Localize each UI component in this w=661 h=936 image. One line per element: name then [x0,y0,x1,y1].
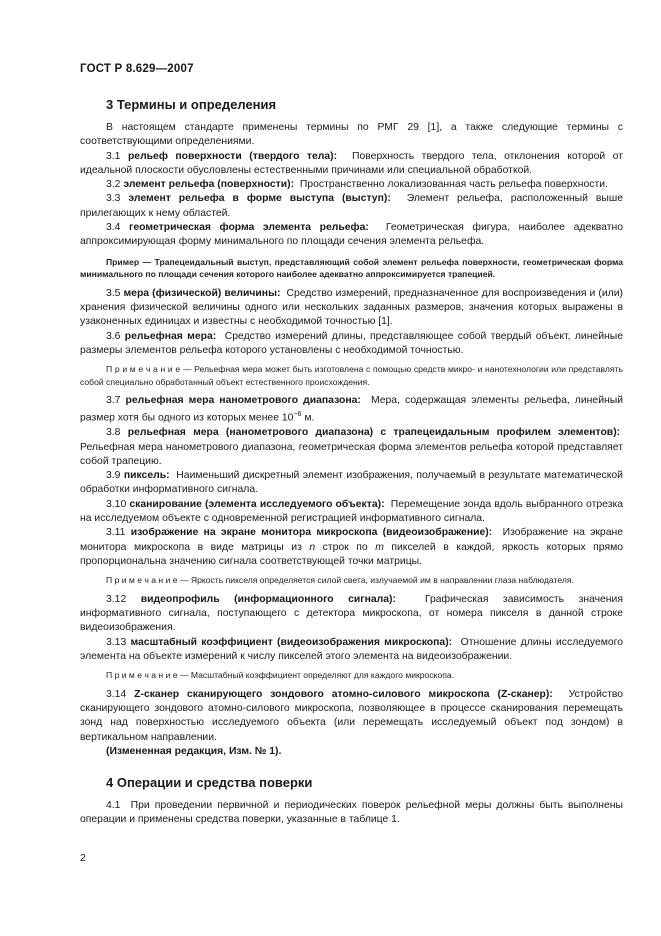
term-3-5-definition: Средство измерений, предназначенное для воспроизведения и (или) хранения физической величины одного или нескольких заданных размеров, значения которых выражены в узаконенных единицах и известны с необходимой точностью [1]. [80,287,623,328]
note-3-6-text: Рельефная мера может быть изготовлена с помощью средств микро- и нанотехнологии или представлять собой специально обработанный объект естественного происхождения. [80,364,623,387]
term-3-7-name: рельефная мера нанометрового диапазона: [125,395,361,407]
section-4-title: 4 Операции и средства поверки [106,775,313,791]
note-label: П р и м е ч а н и е — [106,364,192,375]
term-3-9-definition: Наименьший дискретный элемент изображения, получаемый в результате математической обработки информативного сигнала. [80,470,623,496]
term-3-3-name: элемент рельефа в форме выступа (выступ): [128,193,391,205]
term-3-4-definition: Геометрическая фигура, наиболее адекватно аппроксимирующая форму минимального по площади сечения элемента рельефа. [80,222,623,248]
term-3-13-name: масштабный коэффициент (видеоизображения микроскопа): [130,636,453,648]
term-3-12: 3.12 видеопрофиль (информационного сигнала): Графическая зависимость значения информативного сигнала, поступающего с детектора микроскопа, от номера пикселя в данной строке видеоизображения. [80,593,623,634]
note-3-11-text: Яркость пикселя определяется силой света, излучаемой им в направлении глаза наблюдателя. [190,575,574,586]
term-3-2-definition: Пространственно локализованная часть рельефа поверхности. [299,179,608,191]
example-3-4: Пример — Трапецеидальный выступ, представляющий собой элемент рельефа поверхности, геометрическая форма минимального по площади сечения которого наиболее адекватно аппроксимируется трапецией. [80,256,623,280]
term-3-1-definition: Поверхность твердого тела, отклонения которой от идеальной плоскости обусловлены естественными причинами или специальной обработкой. [80,150,623,176]
term-3-8-definition: Рельефная мера нанометрового диапазона, геометрическая форма элементов рельефа которой представляет собой трапецию. [80,441,623,467]
standard-header: ГОСТ Р 8.629—2007 [80,63,194,75]
term-3-10: 3.10 сканирование (элемента исследуемого объекта): Перемещение зонда вдоль выбранного отрезка на исследуемом объекте с одновременной регистрацией информативного сигнала. [80,498,624,524]
section-3-title: 3 Термины и определения [106,97,277,112]
note-3-13 [80,669,623,682]
term-3-6: 3.6 рельефная мера: Средство измерений длины, представляющее собой твердый объект, линейные размеры элементов рельефа которого установлены с необходимой точностью. [80,330,624,356]
term-3-9: 3.9 пиксель: Наименьший дискретный элемент изображения, получаемый в результате математической обработки информативного сигнала. [80,470,623,496]
term-3-11-name: изображение на экране монитора микроскопа (видеоизображение): [130,527,493,539]
term-3-9-name: пиксель: [123,470,170,482]
term-3-5: 3.5 мера (физической) величины: Средство измерений, предназначенное для воспроизведения и (или) хранения физической величины одного или нескольких заданных размеров, значения которых выражены в узаконенных единицах и известны с необходимой точностью [1]. [80,287,623,328]
term-3-5-name: мера (физической) величины: [123,287,281,299]
term-3-1-name: рельеф поверхности (твердого тела): [127,150,338,162]
term-3-10-name: сканирование (элемента исследуемого объекта): [129,498,385,510]
note-label: П р и м е ч а н и е — [106,670,189,681]
term-3-14: 3.14 Z-сканер сканирующего зондового атомно-силового микроскопа (Z-сканер): Устройство сканирующего зондового атомно-силового микроскопа, позволяющее в процессе сканирования перемещать зонд над поверхностью исследуемого объекта (или перемещать исследуемый объект под зондом) в вертикальном направлении. [80,688,624,743]
term-3-14-definition: Устройство сканирующего зондового атомно-силового микроскопа, позволяющее в процессе сканирования перемещать зонд над поверхностью исследуемого объекта (или перемещать исследуемый объект под зондом) в вертикальном направлении. [80,688,624,743]
term-3-4: 3.4 геометрическая форма элемента рельефа: Геометрическая фигура, наиболее адекватно аппроксимирующая форму минимального по площади сечения элемента рельефа. [80,222,623,248]
term-3-13: 3.13 масштабный коэффициент (видеоизображения микроскопа): Отношение длины исследуемого элемента на объекте измерений к числу пикселей этого элемента на видеоизображении. [80,636,623,662]
term-3-2-name: элемент рельефа (поверхности): [123,179,295,191]
term-3-11: 3.11 изображение на экране монитора микроскопа (видеоизображение): Изображение на экране монитора микроскопа в виде матрицы из n строк по m пикселей в каждой, яркость которых прямо пропорциональна значению сигнала соответствующей точки матрицы. [80,527,624,567]
term-3-12-name: видеопрофиль (информационного сигнала): [140,593,396,605]
term-3-3-definition: Элемент рельефа, расположенный выше прилегающих к нему областей. [80,193,624,219]
term-3-8-name: рельефная мера (нанометрового диапазона) с трапецеидальным профилем элементов): [127,427,621,439]
term-3-14-name: Z-сканер сканирующего зондового атомно-силового микроскопа (Z-сканер): [134,688,553,700]
note-label: П р и м е ч а н и е — [106,575,189,586]
section-3-intro: В настоящем стандарте применены термины по РМГ 29 [1], а также следующие термины с соответствующими определениями. [80,122,623,148]
term-3-7-definition: Мера, содержащая элементы рельефа, линейный размер хотя бы одного из которых менее 10 [80,395,624,424]
term-3-10-definition: Перемещение зонда вдоль выбранного отрезка на исследуемом объекте с одновременной регистрацией информативного сигнала. [80,498,624,524]
clause-4-1: 4.1 При проведении первичной и периодических поверок рельефной меры должны быть выполнены операции и применены средства поверки, указанные в таблице 1. [80,800,623,826]
term-3-12-definition: Графическая зависимость значения информативного сигнала, поступающего с детектора микроскопа, от номера пикселя в данной строке видеоизображения. [80,593,623,634]
clause-4-1-text: При проведении первичной и периодических поверок рельефной меры должны быть выполнены операции и применены средства поверки, указанные в таблице 1. [80,800,623,826]
term-3-1: 3.1 рельеф поверхности (твердого тела): Поверхность твердого тела, отклонения которой от идеальной плоскости обусловлены естественными причинами или специальной обработкой. [80,150,623,176]
term-3-2: 3.2 элемент рельефа (поверхности): Пространственно локализованная часть рельефа поверхности. [106,179,608,191]
page-number: 2 [80,852,86,864]
term-3-6-definition: Средство измерений длины, представляющее собой твердый объект, линейные размеры элементов рельефа которого установлены с необходимой точностью. [80,330,624,356]
note-3-13-text: Масштабный коэффициент определяют для каждого микроскопа. [190,670,455,681]
amendment-note: (Измененная редакция, Изм. № 1). [106,745,282,757]
term-3-6-name: рельефная мера: [124,330,217,342]
term-3-4-name: геометрическая форма элемента рельефа: [129,222,369,234]
term-3-7: 3.7 рельефная мера нанометрового диапазона: Мера, содержащая элементы рельефа, линейный размер хотя бы одного из которых менее $10^{-6}$ м. [80,395,624,424]
term-3-13-definition: Отношение длины исследуемого элемента на объекте измерений к числу пикселей этого элемента на видеоизображении. [80,636,623,662]
note-3-6 [80,363,623,388]
term-3-3: 3.3 элемент рельефа в форме выступа (выступ): Элемент рельефа, расположенный выше прилегающих к нему областей. [80,193,624,219]
term-3-7-exponent: −6 [293,411,302,419]
page-content [80,97,623,828]
note-3-11 [80,574,623,587]
term-3-8: 3.8 рельефная мера (нанометрового диапазона) с трапецеидальным профилем элементов): Рельефная мера нанометрового диапазона, геометрическая форма элементов рельефа которой представляет собой трапецию. [80,427,623,467]
